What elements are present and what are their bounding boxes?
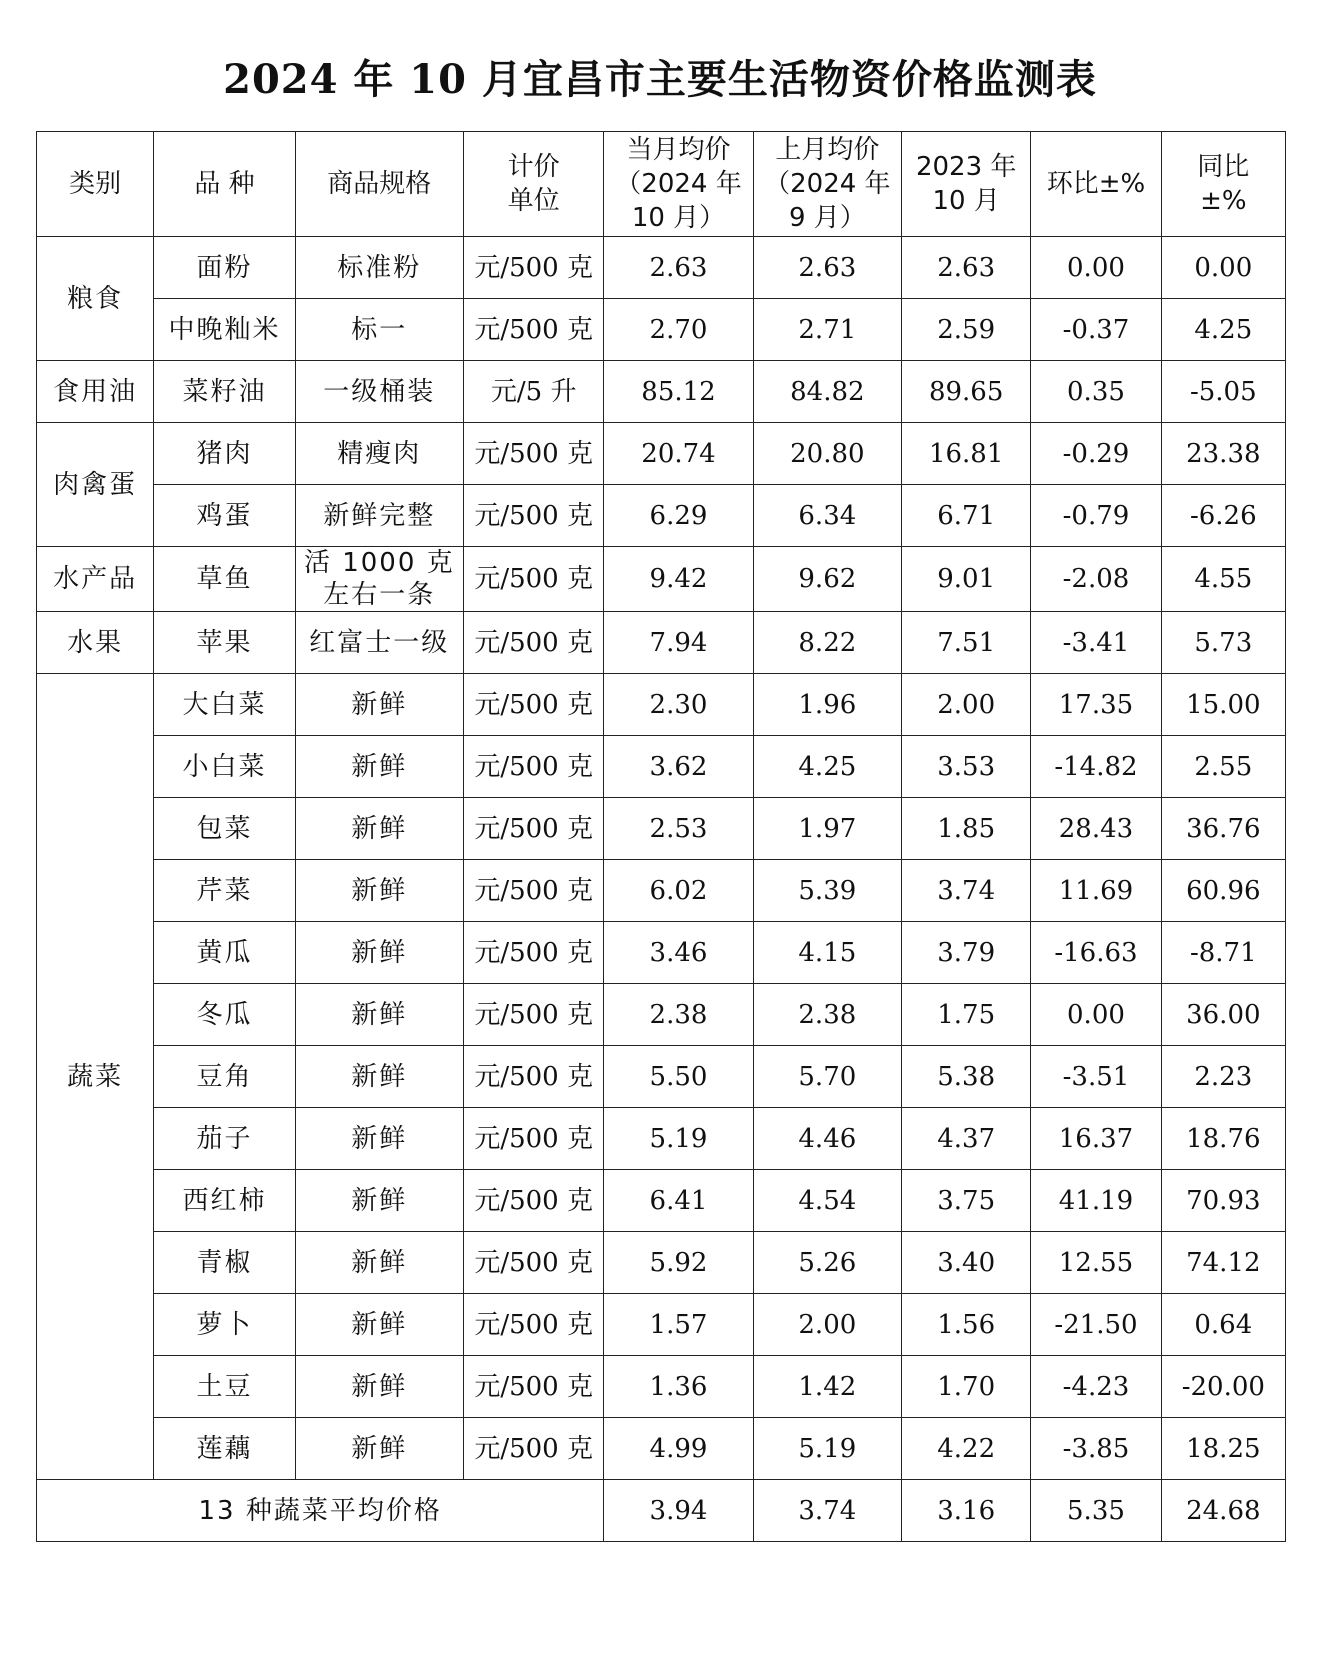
current-price-cell: 3.62 — [604, 736, 753, 798]
yoy-cell: -8.71 — [1161, 922, 1285, 984]
current-price-cell: 2.53 — [604, 798, 753, 860]
table-row — [37, 860, 1286, 922]
table-row — [37, 1046, 1286, 1108]
spec-cell: 精瘦肉 — [295, 423, 463, 485]
last-year-price-cell: 1.70 — [902, 1356, 1031, 1418]
header-category: 类别 — [37, 132, 154, 237]
last-year-price-cell: 2.59 — [902, 299, 1031, 361]
summary-mom: 5.35 — [1031, 1480, 1161, 1542]
last-year-price-cell: 3.74 — [902, 860, 1031, 922]
header-last-year-line1: 2023 年 — [915, 152, 1017, 182]
yoy-cell: -6.26 — [1161, 485, 1285, 547]
table-row — [37, 1108, 1286, 1170]
table-row — [37, 299, 1286, 361]
previous-price-cell: 4.54 — [753, 1170, 901, 1232]
header-previous-month — [753, 132, 901, 237]
mom-cell: -2.08 — [1031, 547, 1161, 612]
yoy-cell: 5.73 — [1161, 612, 1285, 674]
current-price-cell: 5.19 — [604, 1108, 753, 1170]
spec-cell: 新鲜 — [295, 1170, 463, 1232]
variety-cell: 面粉 — [154, 237, 295, 299]
mom-cell: 28.43 — [1031, 798, 1161, 860]
previous-price-cell: 84.82 — [753, 361, 901, 423]
previous-price-cell: 5.19 — [753, 1418, 901, 1480]
unit-cell: 元/500 克 — [464, 1356, 604, 1418]
yoy-cell: 60.96 — [1161, 860, 1285, 922]
current-price-cell: 6.41 — [604, 1170, 753, 1232]
yoy-cell: 15.00 — [1161, 674, 1285, 736]
last-year-price-cell: 89.65 — [902, 361, 1031, 423]
mom-cell: -21.50 — [1031, 1294, 1161, 1356]
unit-cell: 元/500 克 — [464, 674, 604, 736]
spec-cell: 一级桶装 — [295, 361, 463, 423]
header-unit-line1: 计价 — [507, 152, 560, 182]
mom-cell: -4.23 — [1031, 1356, 1161, 1418]
unit-cell: 元/5 升 — [464, 361, 604, 423]
previous-price-cell: 8.22 — [753, 612, 901, 674]
price-table — [36, 131, 1286, 1542]
unit-cell: 元/500 克 — [464, 485, 604, 547]
current-price-cell: 85.12 — [604, 361, 753, 423]
header-current-line3: 10 月） — [631, 203, 726, 233]
table-row — [37, 922, 1286, 984]
previous-price-cell: 1.96 — [753, 674, 901, 736]
header-previous-line2: （2024 年 — [764, 169, 891, 199]
spec-cell: 新鲜 — [295, 984, 463, 1046]
table-row — [37, 674, 1286, 736]
current-price-cell: 1.57 — [604, 1294, 753, 1356]
table-row — [37, 485, 1286, 547]
unit-cell: 元/500 克 — [464, 860, 604, 922]
spec-cell: 新鲜 — [295, 798, 463, 860]
spec-cell: 新鲜 — [295, 1418, 463, 1480]
yoy-cell: 36.76 — [1161, 798, 1285, 860]
mom-cell: -3.85 — [1031, 1418, 1161, 1480]
table-row — [37, 1294, 1286, 1356]
variety-cell: 大白菜 — [154, 674, 295, 736]
mom-cell: 0.35 — [1031, 361, 1161, 423]
table-row — [37, 798, 1286, 860]
unit-cell: 元/500 克 — [464, 1418, 604, 1480]
variety-cell: 苹果 — [154, 612, 295, 674]
table-row — [37, 1232, 1286, 1294]
unit-cell: 元/500 克 — [464, 922, 604, 984]
last-year-price-cell: 2.00 — [902, 674, 1031, 736]
summary-yoy: 24.68 — [1161, 1480, 1285, 1542]
yoy-cell: -5.05 — [1161, 361, 1285, 423]
spec-cell: 新鲜 — [295, 1294, 463, 1356]
table-row — [37, 984, 1286, 1046]
previous-price-cell: 1.97 — [753, 798, 901, 860]
variety-cell: 土豆 — [154, 1356, 295, 1418]
current-price-cell: 6.29 — [604, 485, 753, 547]
header-last-year-line2: 10 月 — [932, 186, 1000, 216]
header-spec: 商品规格 — [295, 132, 463, 237]
last-year-price-cell: 1.85 — [902, 798, 1031, 860]
yoy-cell: 70.93 — [1161, 1170, 1285, 1232]
current-price-cell: 6.02 — [604, 860, 753, 922]
spec-cell: 新鲜 — [295, 922, 463, 984]
yoy-cell: 18.76 — [1161, 1108, 1285, 1170]
spec-cell: 红富士一级 — [295, 612, 463, 674]
variety-cell: 青椒 — [154, 1232, 295, 1294]
header-unit-line2: 单位 — [507, 186, 560, 216]
unit-cell: 元/500 克 — [464, 736, 604, 798]
yoy-cell: 18.25 — [1161, 1418, 1285, 1480]
category-cell: 水产品 — [37, 547, 154, 612]
current-price-cell: 5.50 — [604, 1046, 753, 1108]
previous-price-cell: 6.34 — [753, 485, 901, 547]
last-year-price-cell: 3.75 — [902, 1170, 1031, 1232]
current-price-cell: 2.30 — [604, 674, 753, 736]
table-row — [37, 547, 1286, 612]
spec-cell — [295, 547, 463, 612]
unit-cell: 元/500 克 — [464, 237, 604, 299]
variety-cell: 菜籽油 — [154, 361, 295, 423]
previous-price-cell: 5.26 — [753, 1232, 901, 1294]
unit-cell: 元/500 克 — [464, 1108, 604, 1170]
mom-cell: 12.55 — [1031, 1232, 1161, 1294]
yoy-cell: 2.23 — [1161, 1046, 1285, 1108]
yoy-cell: 2.55 — [1161, 736, 1285, 798]
last-year-price-cell: 3.79 — [902, 922, 1031, 984]
mom-cell: -3.41 — [1031, 612, 1161, 674]
yoy-cell: 23.38 — [1161, 423, 1285, 485]
header-previous-line1: 上月均价 — [775, 135, 880, 165]
current-price-cell: 3.46 — [604, 922, 753, 984]
page-title: 2024 年 10 月宜昌市主要生活物资价格监测表 — [223, 56, 1097, 103]
spec-cell: 新鲜完整 — [295, 485, 463, 547]
mom-cell: 11.69 — [1031, 860, 1161, 922]
previous-price-cell: 9.62 — [753, 547, 901, 612]
last-year-price-cell: 16.81 — [902, 423, 1031, 485]
table-row — [37, 1418, 1286, 1480]
unit-cell: 元/500 克 — [464, 1294, 604, 1356]
table-row — [37, 361, 1286, 423]
mom-cell: -16.63 — [1031, 922, 1161, 984]
current-price-cell: 1.36 — [604, 1356, 753, 1418]
current-price-cell: 2.63 — [604, 237, 753, 299]
header-current-line2: （2024 年 — [615, 169, 742, 199]
previous-price-cell: 2.00 — [753, 1294, 901, 1356]
mom-cell: -0.37 — [1031, 299, 1161, 361]
mom-cell: 0.00 — [1031, 984, 1161, 1046]
table-row — [37, 1356, 1286, 1418]
mom-cell: 41.19 — [1031, 1170, 1161, 1232]
last-year-price-cell: 1.75 — [902, 984, 1031, 1046]
previous-price-cell: 2.63 — [753, 237, 901, 299]
previous-price-cell: 2.38 — [753, 984, 901, 1046]
spec-cell: 标一 — [295, 299, 463, 361]
header-row — [37, 132, 1286, 237]
current-price-cell: 7.94 — [604, 612, 753, 674]
variety-cell: 芹菜 — [154, 860, 295, 922]
header-previous-line3: 9 月） — [788, 203, 866, 233]
variety-cell: 莲藕 — [154, 1418, 295, 1480]
previous-price-cell: 1.42 — [753, 1356, 901, 1418]
summary-last-year-price: 3.16 — [902, 1480, 1031, 1542]
summary-previous-price: 3.74 — [753, 1480, 901, 1542]
category-cell: 蔬菜 — [37, 674, 154, 1480]
header-current-month — [604, 132, 753, 237]
current-price-cell: 2.38 — [604, 984, 753, 1046]
summary-current-price: 3.94 — [604, 1480, 753, 1542]
header-unit — [464, 132, 604, 237]
unit-cell: 元/500 克 — [464, 423, 604, 485]
variety-cell: 黄瓜 — [154, 922, 295, 984]
spec-cell: 新鲜 — [295, 736, 463, 798]
summary-row — [37, 1480, 1286, 1542]
table-row — [37, 736, 1286, 798]
header-last-year — [902, 132, 1031, 237]
yoy-cell: 4.25 — [1161, 299, 1285, 361]
mom-cell: 16.37 — [1031, 1108, 1161, 1170]
variety-cell: 猪肉 — [154, 423, 295, 485]
mom-cell: -0.79 — [1031, 485, 1161, 547]
yoy-cell: 0.64 — [1161, 1294, 1285, 1356]
yoy-cell: -20.00 — [1161, 1356, 1285, 1418]
previous-price-cell: 2.71 — [753, 299, 901, 361]
previous-price-cell: 5.70 — [753, 1046, 901, 1108]
current-price-cell: 5.92 — [604, 1232, 753, 1294]
mom-cell: -3.51 — [1031, 1046, 1161, 1108]
spec-cell: 新鲜 — [295, 1108, 463, 1170]
variety-cell: 草鱼 — [154, 547, 295, 612]
last-year-price-cell: 4.22 — [902, 1418, 1031, 1480]
unit-cell: 元/500 克 — [464, 612, 604, 674]
summary-label: 13 种蔬菜平均价格 — [37, 1480, 604, 1542]
variety-cell: 豆角 — [154, 1046, 295, 1108]
previous-price-cell: 5.39 — [753, 860, 901, 922]
mom-cell: 17.35 — [1031, 674, 1161, 736]
unit-cell: 元/500 克 — [464, 299, 604, 361]
spec-cell: 新鲜 — [295, 674, 463, 736]
variety-cell: 鸡蛋 — [154, 485, 295, 547]
yoy-cell: 36.00 — [1161, 984, 1285, 1046]
yoy-cell: 74.12 — [1161, 1232, 1285, 1294]
mom-cell: -0.29 — [1031, 423, 1161, 485]
variety-cell: 中晚籼米 — [154, 299, 295, 361]
last-year-price-cell: 5.38 — [902, 1046, 1031, 1108]
unit-cell: 元/500 克 — [464, 547, 604, 612]
mom-cell: 0.00 — [1031, 237, 1161, 299]
header-yoy-line1: 同比 — [1197, 152, 1250, 182]
last-year-price-cell: 2.63 — [902, 237, 1031, 299]
variety-cell: 西红柿 — [154, 1170, 295, 1232]
table-row — [37, 1170, 1286, 1232]
variety-cell: 萝卜 — [154, 1294, 295, 1356]
category-cell: 肉禽蛋 — [37, 423, 154, 547]
previous-price-cell: 4.46 — [753, 1108, 901, 1170]
last-year-price-cell: 1.56 — [902, 1294, 1031, 1356]
header-yoy-line2: ±% — [1200, 186, 1247, 216]
unit-cell: 元/500 克 — [464, 1232, 604, 1294]
current-price-cell: 4.99 — [604, 1418, 753, 1480]
spec-line2: 左右一条 — [323, 580, 436, 610]
last-year-price-cell: 3.53 — [902, 736, 1031, 798]
last-year-price-cell: 9.01 — [902, 547, 1031, 612]
current-price-cell: 2.70 — [604, 299, 753, 361]
table-row — [37, 423, 1286, 485]
unit-cell: 元/500 克 — [464, 1170, 604, 1232]
unit-cell: 元/500 克 — [464, 984, 604, 1046]
variety-cell: 茄子 — [154, 1108, 295, 1170]
category-cell: 粮食 — [37, 237, 154, 361]
current-price-cell: 9.42 — [604, 547, 753, 612]
category-cell: 食用油 — [37, 361, 154, 423]
unit-cell: 元/500 克 — [464, 798, 604, 860]
variety-cell: 包菜 — [154, 798, 295, 860]
yoy-cell: 0.00 — [1161, 237, 1285, 299]
last-year-price-cell: 4.37 — [902, 1108, 1031, 1170]
previous-price-cell: 4.25 — [753, 736, 901, 798]
last-year-price-cell: 7.51 — [902, 612, 1031, 674]
spec-cell: 新鲜 — [295, 1232, 463, 1294]
header-variety: 品 种 — [154, 132, 295, 237]
category-cell: 水果 — [37, 612, 154, 674]
current-price-cell: 20.74 — [604, 423, 753, 485]
spec-cell: 新鲜 — [295, 1046, 463, 1108]
variety-cell: 小白菜 — [154, 736, 295, 798]
mom-cell: -14.82 — [1031, 736, 1161, 798]
variety-cell: 冬瓜 — [154, 984, 295, 1046]
header-current-line1: 当月均价 — [626, 135, 731, 165]
previous-price-cell: 4.15 — [753, 922, 901, 984]
spec-line1: 活 1000 克 — [303, 548, 455, 578]
table-row — [37, 612, 1286, 674]
last-year-price-cell: 6.71 — [902, 485, 1031, 547]
yoy-cell: 4.55 — [1161, 547, 1285, 612]
header-yoy — [1161, 132, 1285, 237]
table-row — [37, 237, 1286, 299]
previous-price-cell: 20.80 — [753, 423, 901, 485]
header-mom: 环比±% — [1031, 132, 1161, 237]
spec-cell: 标准粉 — [295, 237, 463, 299]
spec-cell: 新鲜 — [295, 1356, 463, 1418]
spec-cell: 新鲜 — [295, 860, 463, 922]
unit-cell: 元/500 克 — [464, 1046, 604, 1108]
last-year-price-cell: 3.40 — [902, 1232, 1031, 1294]
